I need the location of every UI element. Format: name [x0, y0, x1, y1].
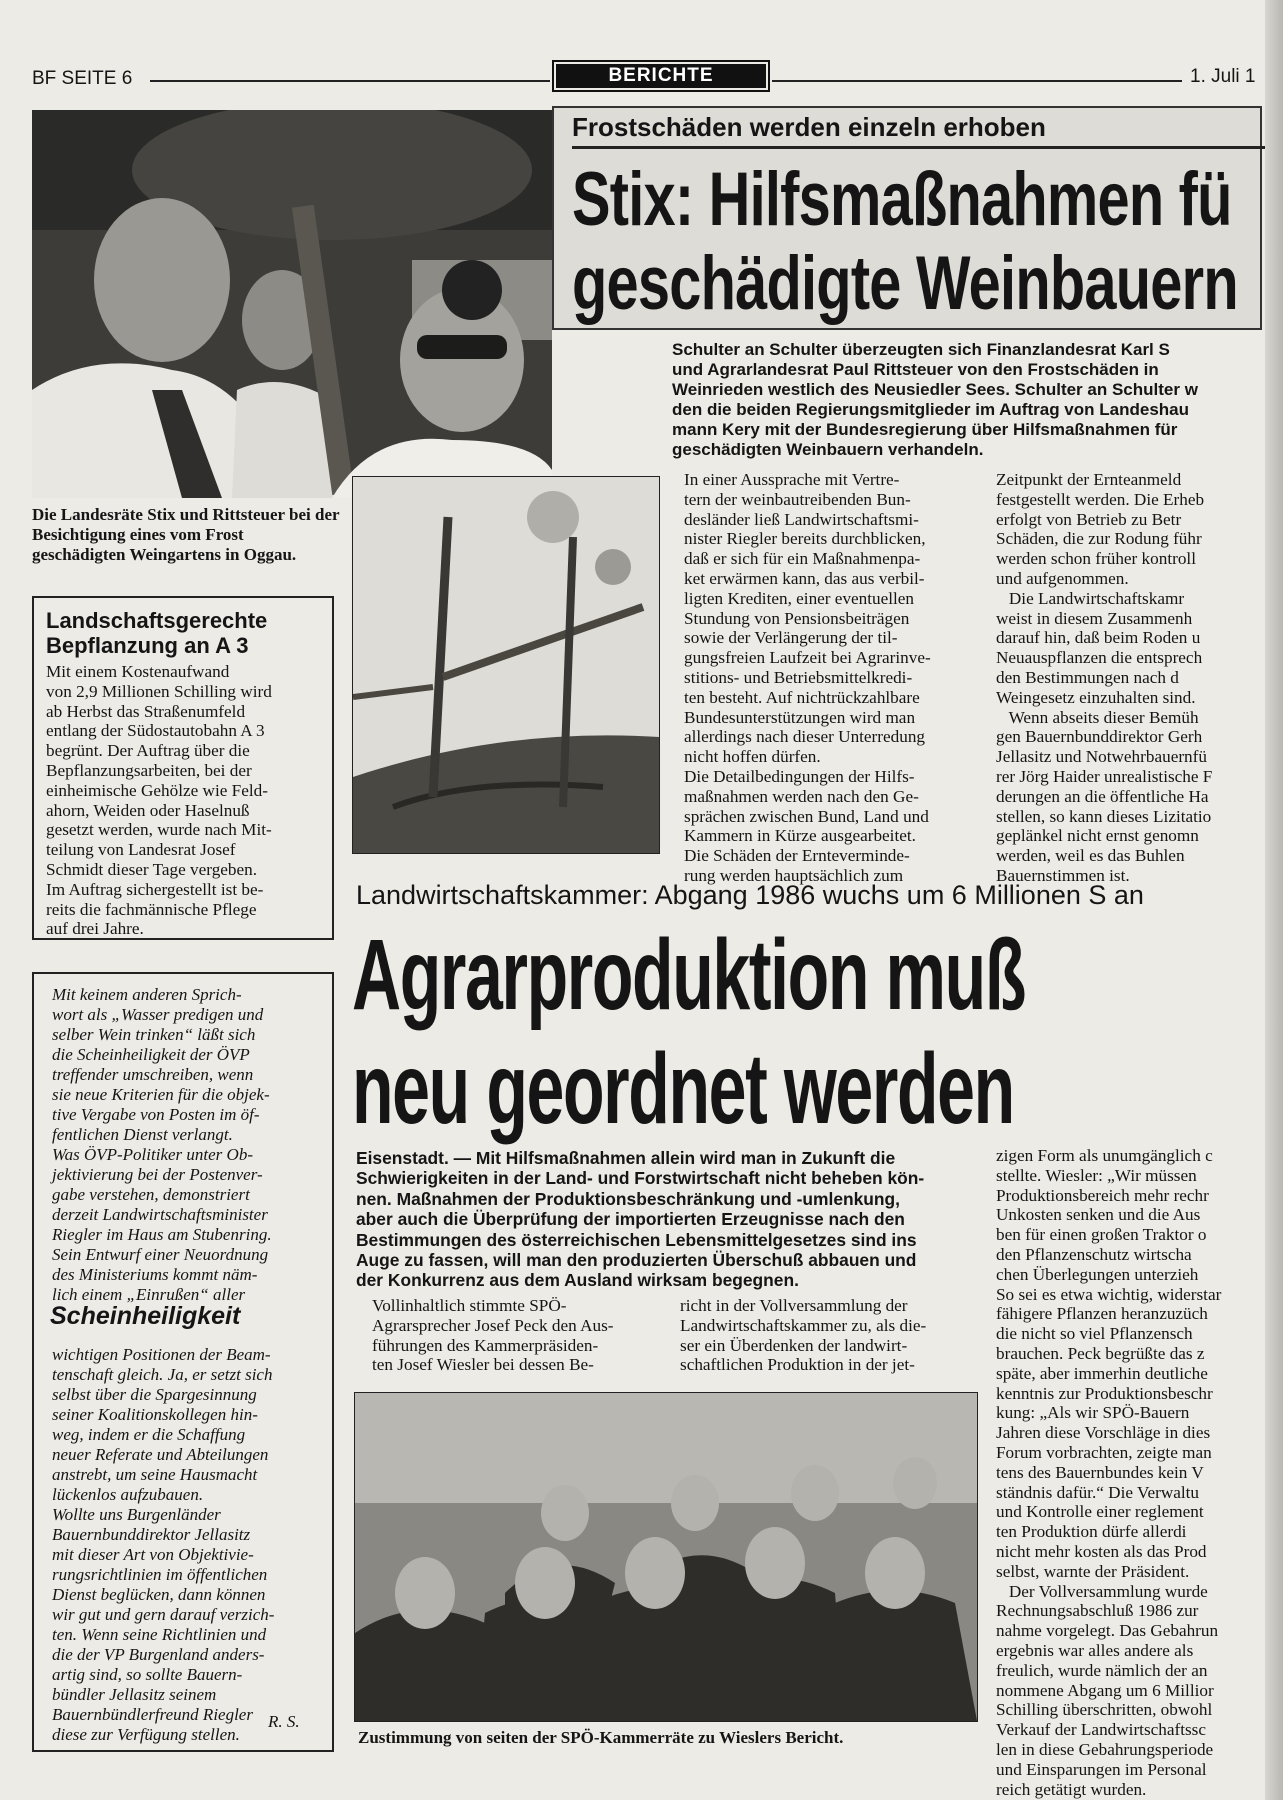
photo-assembly-meeting [354, 1392, 978, 1722]
article1-headline-line1: Stix: Hilfsmaßnahmen fü [572, 157, 1232, 242]
article2-column-3: zigen Form als unumgänglich c stellte. Wiesler: „Wir müssen Produktionsbereich mehr rechr Unkosten senken und die Aus ben für einen großen Traktor o den Pflanzenschutz wirtscha chen Überlegungen unterzieh So sei es etwa wichtig, widerstar fähigere Pflanzen heranzuzüch die nicht so viel Pflanzensch brauchen. Peck begrüßte das z späte, aber immerhin deutliche kenntnis zur Produktionsbeschr kung: „Als wir SPÖ-Bauern Jahren diese Vorschläge in dies Forum vorbrachten, zeigte man tens des Bauernbundes kein V ständnis dafür.“ Die Verwaltu und Kontrolle einer reglement ten Produktion dürfe allerdi nicht mehr kosten als das Prod selbst, warnte der Präsident. Der Vollversammlung wurde Rechnungsabschluß 1986 zur nahme vorgelegt. Das Gebahrun ergebnis war alles andere als freulich, wurde nämlich der an nommene Abgang um 6 Millior Schilling überschritten, obwohl Verkauf der Landwirtschaftssc len in diese Gebahrungsperiode und Einsparungen im Personal reich getätigt wurden. [996, 1146, 1222, 1799]
commentary-heading: Scheinheiligkeit [50, 1302, 241, 1330]
article2-headline-line1: Agrarproduktion muß [352, 919, 1026, 1031]
article1-headline-line2: geschädigte Weinbauern [572, 241, 1238, 326]
section-label: BERICHTE [556, 64, 766, 88]
photo-caption-top: Die Landesräte Stix und Rittsteuer bei der Besichtigung eines vom Frost geschädigten Weingartens in Oggau. [32, 505, 340, 564]
article2-lead: Eisenstadt. — Mit Hilfsmaßnahmen allein wird man in Zukunft die Schwierigkeiten in der Land- und Forstwirtschaft nicht beheben kön- nen. Maßnahmen der Produktionsbeschränkung und -umlenkung, aber auch die Überprüfung der importierten Erzeugnisse nach den Bestimmungen des österreichischen Lebensmittelgesetzes sind ins Auge zu fassen, will man den produzierten Überschuß abbauen und der Konkurrenz aus dem Ausland wirksam begegnen. [356, 1148, 925, 1291]
issue-date: 1. Juli 1 [1190, 66, 1256, 87]
photo-politicians-vineyard [32, 110, 552, 498]
sidebar-box-text: Mit einem Kostenaufwand von 2,9 Millionen Schilling wird ab Herbst das Straßenumfeld entlang der Südostautobahn A 3 begrünt. Der Auftrag über die Bepflanzungsarbeiten, bei der einheimische Gehölze wie Feld- ahorn, Weiden oder Haselnuß gesetzt werden, wurde nach Mit- teilung von Landesrat Josef Schmidt dieser Tage vergeben. Im Auftrag sichergestellt ist be- reits die fachmännische Pflege auf drei Jahre. [46, 662, 272, 939]
article2-column-1: Vollinhaltlich stimmte SPÖ- Agrarsprecher Josef Peck den Aus- führungen des Kammerpräsiden- ten Josef Wiesler bei dessen Be- [372, 1296, 614, 1375]
article2-subhead: Landwirtschaftskammer: Abgang 1986 wuchs um 6 Millionen S an [356, 880, 1144, 910]
article2-headline-line2: neu geordnet werden [352, 1033, 1014, 1145]
commentary-text-top: Mit keinem anderen Sprich- wort als „Wasser predigen und selber Wein trinken“ läßt sich die Scheinheiligkeit der ÖVP treffender umschreiben, wenn sie neue Kriterien für die objek- tive Vergabe von Posten im öf- fentlichen Dienst verlangt. Was ÖVP-Politiker unter Ob- jektivierung bei der Postenver- gabe verstehen, demonstriert derzeit Landwirtschaftsminister Riegler im Haus am Stubenring. Sein Entwurf einer Neuordnung des Ministeriums kommt näm- lich einem „Einrußen“ aller [52, 985, 272, 1304]
photo-caption-bottom: Zustimmung von seiten der SPÖ-Kammerräte zu Wieslers Bericht. [358, 1728, 844, 1747]
page-edge [1265, 0, 1283, 1800]
article1-lead: Schulter an Schulter überzeugten sich Finanzlandesrat Karl S und Agrarlandesrat Paul Rittsteuer von den Frostschäden in Weinrieden westlich des Neusiedler Sees. Schulter an Schulter w den die beiden Regierungsmitglieder im Auftrag von Landeshau mann Kery mit der Bundesregierung über Hilfsmaßnahmen für geschädigten Weinbauern verhandeln. [672, 340, 1198, 459]
article1-column-1: In einer Aussprache mit Vertre- tern der weinbautreibenden Bun- desländer ließ Landwirtschaftsmi- nister Riegler bereits durchblicken, daß er sich für ein Maßnahmenpa- ket erwärmen kann, das aus verbil- ligten Krediten, einer eventuellen Stundung von Pensionsbeiträgen sowie der Verlängerung der til- gungsfreien Laufzeit bei Agrarinve- stitions- und Betriebsmittelkredi- ten besteht. Auf nichtrückzahlbare Bundesunterstützungen wird man allerdings nach dieser Unterredung nicht hoffen dürfen. Die Detailbedingungen der Hilfs- maßnahmen werden nach den Ge- sprächen zwischen Bund, Land und Kammern in Kürze ausgearbeitet. Die Schäden der Ernteverminde- rung werden hauptsächlich zum [684, 470, 931, 885]
header-rule-left [150, 80, 550, 82]
header-rule-right [772, 80, 1182, 82]
article1-column-2: Zeitpunkt der Ernteanmeld festgestellt werden. Die Erheb erfolgt von Betrieb zu Betr Schäden, die zur Rodung führ werden schon früher kontroll und aufgenommen. Die Landwirtschaftskamr weist in diesem Zusammenh darauf hin, daß beim Roden u Neuauspflanzen die entsprech den Bestimmungen nach d Weingesetz einzuhalten sind. Wenn abseits dieser Bemüh gen Bauernbunddirektor Gerh Jellasitz und Notwehrbauernfü rer Jörg Haider unrealistische F derungen an die öffentliche Ha stellen, so kann dieses Lizitatio geplänkel nicht ernst genomn werden, weil es das Buhlen Bauernstimmen ist. [996, 470, 1213, 885]
kicker-rule [572, 146, 1272, 149]
article2-column-2: richt in der Vollversammlung der Landwirtschaftskammer zu, als die- ser ein Überdenken der landwirt- schaftlichen Produktion in der jet- [680, 1296, 927, 1375]
article1-kicker: Frostschäden werden einzeln erhoben [572, 112, 1046, 142]
section-label-box [552, 60, 770, 92]
page-label: BF SEITE 6 [32, 68, 133, 89]
commentary-signature: R. S. [268, 1712, 300, 1731]
sidebar-box-title: Landschaftsgerechte Bepflanzung an A 3 [46, 608, 268, 658]
commentary-text-bottom: wichtigen Positionen der Beam- tenschaft gleich. Ja, er setzt sich selbst über die Spargesinnung seiner Koalitionskollegen hin- weg, indem er die Schaffung neuer Referate und Abteilungen anstrebt, um seine Hausmacht lückenlos aufzubauen. Wollte uns Burgenländer Bauernbunddirektor Jellasitz mit dieser Art von Objektivie- rungsrichtlinien im öffentlichen Dienst beglücken, dann können wir gut und gern darauf verzich- ten. Wenn seine Richtlinien und die der VP Burgenland anders- artig sind, so sollte Bauern- bündler Jellasitz seinem Bauernbündlerfreund Riegler diese zur Verfügung stellen. [52, 1345, 275, 1744]
photo-frost-vine [352, 476, 660, 854]
